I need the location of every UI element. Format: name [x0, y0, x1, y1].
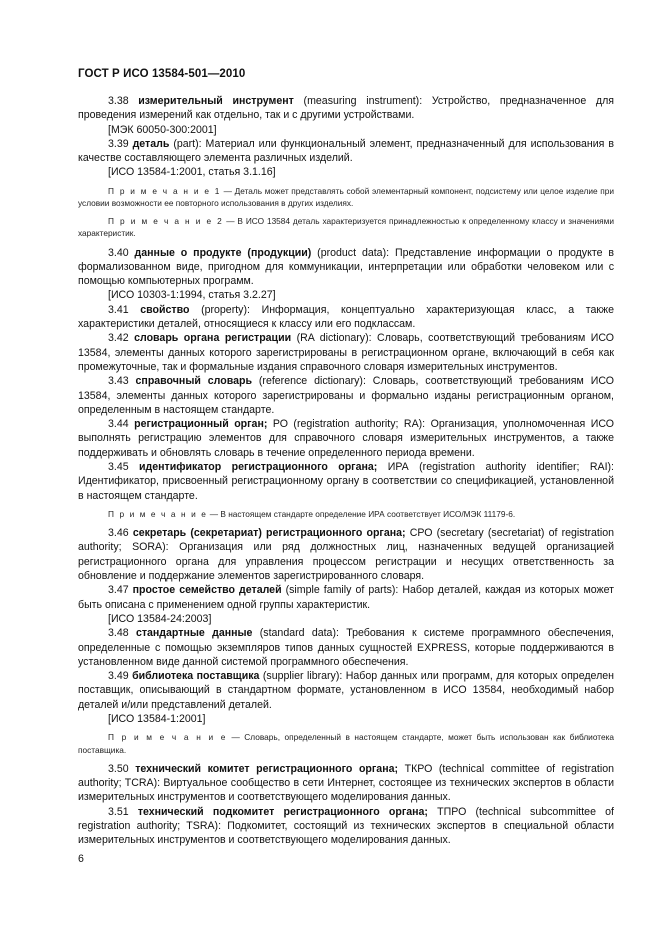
entry-term: стандартные данные: [135, 627, 253, 640]
entry-term: словарь органа регистрации: [134, 332, 292, 345]
definition-entry: [78, 460, 614, 503]
entry-number: 3.46: [108, 527, 133, 540]
reference-citation: [МЭК 60050-300:2001]: [108, 123, 217, 136]
entry-definition: (property): Информация, концептуально характеризующая класс, а также характеристики деталей, относящиеся к классу или его подклассам.: [78, 303, 615, 331]
note-paragraph: [78, 508, 614, 520]
note-label: П р и м е ч а н и е 2: [108, 216, 224, 227]
entry-term: данные о продукте (продукции): [134, 246, 312, 259]
entry-number: 3.40: [108, 246, 135, 259]
definition-entry: [78, 137, 614, 166]
note-text: — В ИСО 13584 деталь характеризуется принадлежностью к определенному классу и значениями характеристик.: [78, 216, 614, 239]
definition-entry: [78, 805, 614, 848]
entry-term: секретарь (секретариат) регистрационного органа;: [132, 527, 406, 540]
entry-term: свойство: [140, 303, 190, 316]
entry-term: технический подкомитет регистрационного органа;: [137, 805, 428, 818]
entry-number: 3.51: [108, 805, 138, 818]
entry-number: 3.38: [108, 95, 139, 107]
entry-number: 3.42: [108, 332, 135, 345]
definition-entry: [78, 303, 614, 332]
entry-number: 3.43: [108, 375, 136, 388]
entry-number: 3.47: [108, 584, 133, 597]
definition-entry: [78, 762, 614, 805]
note-text: — Деталь может представлять собой элементарный компонент, подсистему или целое изделие при условии возможности ее повторного использования в других изделиях.: [78, 185, 614, 208]
page-number: 6: [78, 853, 84, 865]
reference-citation: [ИСО 13584-1:2001, статья 3.1.16]: [108, 166, 276, 179]
definition-entry: [78, 417, 614, 460]
note-label: П р и м е ч а н и е: [108, 732, 228, 743]
entry-term: измерительный инструмент: [138, 95, 294, 107]
entry-term: технический комитет регистрационного органа;: [135, 762, 399, 775]
note-paragraph: [78, 731, 614, 755]
entry-definition: (reference dictionary): Словарь, соответствующий требованиям ИСО 13584, элементы данных которого зарегистрированы и формально изданы регистрационным органом, определенным в настоящем стандарте.: [78, 375, 614, 416]
entry-number: 3.39: [108, 137, 133, 150]
entry-definition: ТПРО (technical subcommittee of registration authority; TSRA): Подкомитет, состоящий из технических экспертов в специальной области измерительных инструментов и соответствующего моделирования данных.: [78, 805, 614, 847]
entry-number: 3.50: [108, 762, 136, 775]
entry-number: 3.44: [108, 418, 135, 431]
entry-term: справочный словарь: [135, 375, 252, 388]
note-text: — В настоящем стандарте определение ИРА соответствует ИСО/МЭК 11179-6.: [207, 508, 516, 519]
entry-definition: ТКРО (technical committee of registration authority; TCRA): Виртуальное сообщество в сети Интернет, состоящее из технических экспертов в области измерительных инструментов и соответствующего моделирования данных.: [78, 762, 615, 804]
note-label: П р и м е ч а н и е: [108, 508, 208, 519]
entry-number: 3.41: [108, 303, 141, 316]
definition-entry: [78, 374, 614, 417]
entry-number: 3.48: [108, 627, 136, 640]
definition-entry: [78, 246, 614, 289]
definition-entry: [78, 669, 614, 712]
note-text: — Словарь, определенный в настоящем стандарте, может быть использован как библиотека поставщика.: [78, 732, 614, 755]
note-paragraph: [78, 185, 614, 209]
document-body: [78, 94, 614, 847]
entry-term: идентификатор регистрационного органа;: [139, 461, 378, 474]
entry-definition: (measuring instrument): Устройство, предназначенное для проведения измерений как отдельно, так и с другими устройствами.: [78, 95, 614, 122]
entry-definition: СРО (secretary (secretariat) of registration authority; SORA): Организация или ряд должностных лиц, назначенных ведущей организацией регистрационного органа для управления процессом регистрации и несущих ответственность за обновление и поддержание элементов зарегистрированного словаря.: [78, 527, 615, 583]
definition-entry: [78, 331, 614, 374]
note-label: П р и м е ч а н и е 1: [108, 185, 222, 196]
entry-definition: РО (registration authority; RA): Организация, уполномоченная ИСО выполнять регистрацию элементов для справочного словаря измерительных инструментов, а также поддерживать и обновлять словарь в течение определенного периода времени.: [78, 418, 615, 459]
definition-entry: [78, 526, 614, 583]
definition-entry: [78, 94, 614, 123]
note-paragraph: [78, 215, 614, 239]
reference-citation: [ИСО 10303-1:1994, статья 3.2.27]: [108, 289, 276, 302]
entry-definition: (standard data): Требования к системе программного обеспечения, определенные с помощью экземпляров типов данных сущностей EXPRESS, которые поддерживаются в установленном виде данной системой программного обеспечения.: [78, 627, 615, 668]
entry-term: простое семейство деталей: [132, 584, 282, 597]
entry-definition: (part): Материал или функциональный элемент, предназначенный для использования в качестве составляющего элемента различных изделий.: [78, 137, 614, 165]
definition-entry: [78, 583, 614, 612]
entry-definition: ИРА (registration authority identifier; RAI): Идентификатор, присвоенный регистрационному органу в соответствии со спецификацией, установленной в настоящем стандарте.: [78, 461, 615, 502]
reference-citation: [ИСО 13584-1:2001]: [108, 713, 206, 725]
entry-definition: (simple family of parts): Набор деталей, каждая из которых может быть описана с применением одной группы характеристик.: [78, 584, 615, 611]
entry-term: регистрационный орган;: [134, 418, 268, 431]
definition-entry: [78, 626, 614, 669]
entry-number: 3.49: [108, 670, 133, 683]
document-header: ГОСТ Р ИСО 13584-501—2010: [78, 68, 246, 80]
entry-definition: (supplier library): Набор данных или программ, для которых определен поставщик, описывающий в стандартном формате, установленном в ИСО 13584, необходимый набор деталей и/или представлений деталей.: [78, 670, 614, 711]
reference-citation: [ИСО 13584-24:2003]: [108, 612, 212, 625]
entry-term: деталь: [132, 137, 170, 150]
entry-definition: (RA dictionary): Словарь, соответствующий требованиям ИСО 13584, элементы данных которого зарегистрированы в регистрационном органе, включающий в себя как промежуточные, так и формальные издания справочного словаря измерительных инструментов.: [78, 332, 614, 373]
entry-number: 3.45: [108, 461, 140, 474]
entry-definition: (product data): Представление информации о продукте в формализованном виде, пригодном для коммуникации, интерпретации или обработки человеком или с помощью компьютерных программ.: [78, 246, 614, 288]
entry-term: библиотека поставщика: [132, 670, 260, 683]
